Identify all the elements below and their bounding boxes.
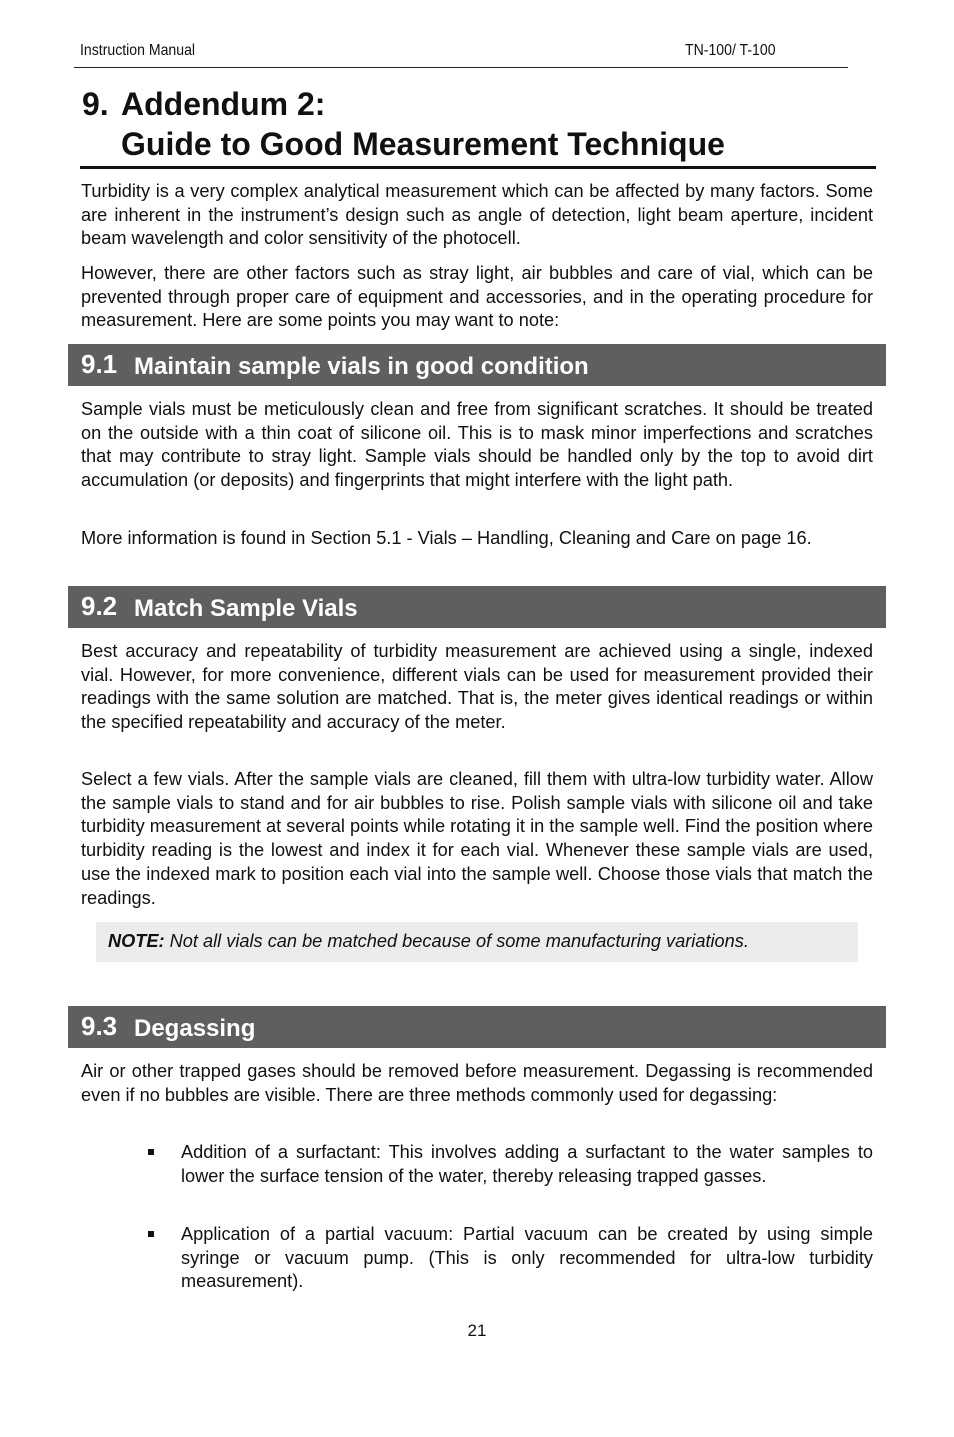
bullet-marker — [148, 1231, 154, 1237]
section-9-2-paragraph-2: Select a few vials. After the sample vials are cleaned, fill them with ultra-low turbidity water. Allow the sample vials to stand and for air bubbles to rise. Polish sample vials with silicone oil and take turbidity measurement at several points while rotating it in the sample well. Find the position where turbidity reading is the lowest and index it for each vial. Whenever these sample vials are used, use the indexed mark to position each vial into the sample well. Choose those vials that match the readings. — [81, 769, 873, 908]
page-header — [74, 40, 848, 68]
section-9-3-paragraph-1: Air or other trapped gases should be removed before measurement. Degassing is recommended even if no bubbles are visible. There are three methods commonly used for degassing: — [81, 1061, 873, 1105]
header-manual-title: Instruction Manual — [80, 42, 196, 59]
section-heading-9-1 — [68, 344, 886, 386]
section-9-2-paragraph-1: Best accuracy and repeatability of turbidity measurement are achieved using a single, indexed vial. However, for more convenience, different vials can be used for measurement provided their readings with the same solution are matched. That is, the meter gives identical readings or within the specified repeatability and accuracy of the meter. — [81, 641, 873, 733]
section-9-1-paragraph-2: More information is found in Section 5.1 - Vials – Handling, Cleaning and Care on page 16. — [81, 528, 812, 548]
section-number: 9.1 — [81, 349, 118, 379]
bullet-marker — [148, 1149, 154, 1155]
section-number: 9.2 — [81, 591, 118, 621]
chapter-number: 9. — [82, 86, 109, 122]
section-heading-9-2 — [68, 586, 886, 628]
list-item-text: Application of a partial vacuum: Partial vacuum can be created by using simple syringe or vacuum pump. (This is only recommended for ultra-low turbidity measurement). — [181, 1224, 873, 1292]
section-heading-9-3 — [68, 1006, 886, 1048]
note-body: Not all vials can be matched because of some manufacturing variations. — [164, 931, 749, 951]
note-text — [108, 931, 749, 952]
section-number: 9.3 — [81, 1011, 118, 1041]
section-title: Degassing — [134, 1015, 256, 1042]
section-title: Match Sample Vials — [134, 595, 358, 622]
header-model: TN-100/ T-100 — [685, 42, 776, 59]
intro-paragraph-2: However, there are other factors such as stray light, air bubbles and care of vial, which can be prevented through proper care of equipment and accessories, and in the operating procedure for measurement. Here are some points you may want to note: — [81, 263, 873, 331]
note-label: NOTE: — [108, 931, 165, 951]
section-9-1-paragraph-1: Sample vials must be meticulously clean and free from significant scratches. It should be treated on the outside with a thin coat of silicone oil. This is to mask minor imperfections and scratches that may contribute to stray light. Sample vials should be handled only by the top to avoid dirt accumulation (or deposits) and fingerprints that might interfere with the light path. — [81, 399, 873, 491]
list-item-text: Addition of a surfactant: This involves adding a surfactant to the water samples to lower the surface tension of the water, thereby releasing trapped gasses. — [181, 1142, 873, 1186]
chapter-title-line2: Guide to Good Measurement Technique — [121, 126, 725, 162]
section-title: Maintain sample vials in good condition — [134, 353, 589, 380]
intro-paragraph-1: Turbidity is a very complex analytical measurement which can be affected by many factors. Some are inherent in the instrument’s design such as angle of detection, light beam aperture, incident beam wavelength and color sensitivity of the photocell. — [81, 181, 873, 249]
page-number: 21 — [467, 1321, 487, 1340]
note-box — [96, 922, 858, 962]
chapter-title-line1: Addendum 2: — [121, 86, 326, 122]
chapter-heading — [80, 86, 876, 169]
